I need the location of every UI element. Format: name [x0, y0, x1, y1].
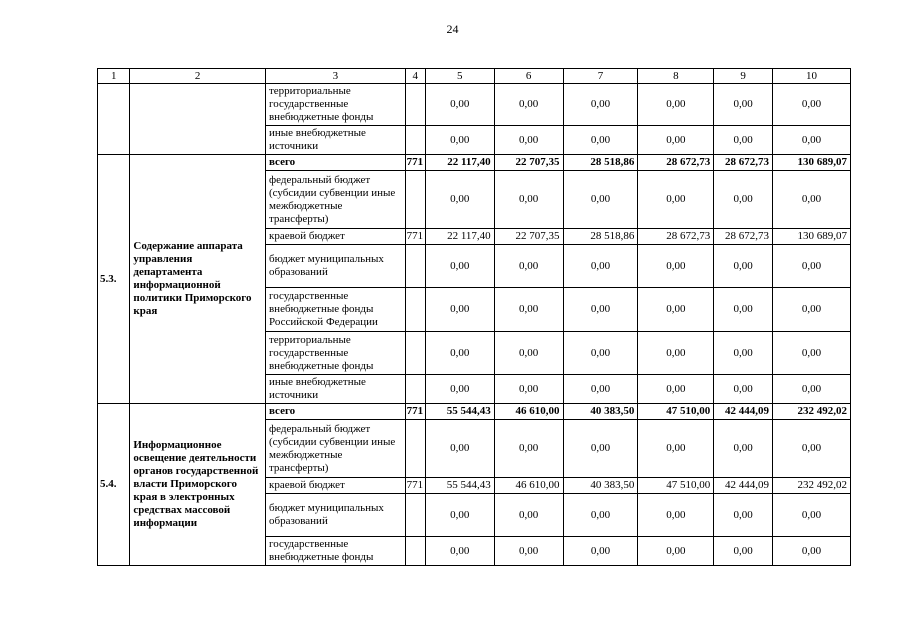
column-number-header: 5 — [425, 69, 494, 84]
value-cell: 0,00 — [494, 332, 563, 375]
value-cell: 0,00 — [638, 126, 714, 155]
value-cell: 0,00 — [772, 332, 850, 375]
value-cell: 22 707,35 — [494, 229, 563, 245]
value-cell: 42 444,09 — [714, 404, 773, 420]
value-cell: 28 672,73 — [638, 229, 714, 245]
funding-source: бюджет муниципальных образований — [265, 245, 405, 288]
value-cell: 0,00 — [494, 537, 563, 566]
value-cell: 0,00 — [638, 494, 714, 537]
value-cell: 47 510,00 — [638, 404, 714, 420]
funding-source: территориальные государственные внебюджетные фонды — [265, 84, 405, 126]
value-cell: 0,00 — [638, 420, 714, 478]
value-cell: 0,00 — [563, 332, 638, 375]
value-cell: 0,00 — [494, 245, 563, 288]
value-cell: 55 544,43 — [425, 404, 494, 420]
budget-code: 771 — [405, 229, 425, 245]
value-cell: 22 117,40 — [425, 229, 494, 245]
value-cell: 0,00 — [638, 537, 714, 566]
funding-source: иные внебюджетные источники — [265, 126, 405, 155]
value-cell: 40 383,50 — [563, 478, 638, 494]
budget-code — [405, 126, 425, 155]
value-cell: 0,00 — [714, 171, 773, 229]
value-cell: 0,00 — [494, 375, 563, 404]
program-cell-empty — [130, 84, 266, 155]
section-index: 5.3. — [98, 155, 130, 404]
value-cell: 0,00 — [425, 171, 494, 229]
value-cell: 22 117,40 — [425, 155, 494, 171]
value-cell: 46 610,00 — [494, 478, 563, 494]
value-cell: 0,00 — [638, 245, 714, 288]
funding-source: государственные внебюджетные фонды Российской Федерации — [265, 288, 405, 332]
value-cell: 0,00 — [425, 84, 494, 126]
value-cell: 28 518,86 — [563, 155, 638, 171]
value-cell: 0,00 — [714, 332, 773, 375]
budget-code — [405, 537, 425, 566]
value-cell: 0,00 — [494, 288, 563, 332]
value-cell: 0,00 — [425, 126, 494, 155]
program-name: Содержание аппарата управления департамента информационной политики Приморского края — [130, 155, 266, 404]
value-cell: 0,00 — [425, 375, 494, 404]
value-cell: 28 672,73 — [714, 155, 773, 171]
value-cell: 0,00 — [425, 245, 494, 288]
value-cell: 0,00 — [772, 245, 850, 288]
value-cell: 0,00 — [772, 494, 850, 537]
value-cell: 0,00 — [563, 126, 638, 155]
funding-source: всего — [265, 155, 405, 171]
value-cell: 0,00 — [772, 537, 850, 566]
column-number-header: 4 — [405, 69, 425, 84]
budget-code — [405, 288, 425, 332]
column-number-header-row — [98, 69, 851, 84]
value-cell: 0,00 — [638, 288, 714, 332]
funding-source: краевой бюджет — [265, 478, 405, 494]
budget-code: 771 — [405, 404, 425, 420]
value-cell: 22 707,35 — [494, 155, 563, 171]
funding-source: территориальные государственные внебюджетные фонды — [265, 332, 405, 375]
value-cell: 0,00 — [425, 288, 494, 332]
column-number-header: 6 — [494, 69, 563, 84]
value-cell: 46 610,00 — [494, 404, 563, 420]
value-cell: 0,00 — [638, 375, 714, 404]
table-row-total — [98, 155, 851, 171]
value-cell: 28 518,86 — [563, 229, 638, 245]
value-cell: 0,00 — [772, 126, 850, 155]
value-cell: 0,00 — [772, 84, 850, 126]
value-cell: 28 672,73 — [638, 155, 714, 171]
value-cell: 0,00 — [714, 420, 773, 478]
value-cell: 0,00 — [425, 494, 494, 537]
value-cell: 0,00 — [714, 494, 773, 537]
column-number-header: 7 — [563, 69, 638, 84]
column-number-header: 8 — [638, 69, 714, 84]
value-cell: 0,00 — [494, 420, 563, 478]
value-cell: 0,00 — [714, 288, 773, 332]
budget-code — [405, 171, 425, 229]
funding-source: федеральный бюджет (субсидии субвенции иные межбюджетные трансферты) — [265, 420, 405, 478]
budget-code: 771 — [405, 155, 425, 171]
value-cell: 0,00 — [563, 375, 638, 404]
value-cell: 0,00 — [714, 245, 773, 288]
funding-source: бюджет муниципальных образований — [265, 494, 405, 537]
value-cell: 0,00 — [425, 420, 494, 478]
value-cell: 130 689,07 — [772, 229, 850, 245]
value-cell: 0,00 — [425, 537, 494, 566]
value-cell: 0,00 — [494, 84, 563, 126]
budget-code — [405, 84, 425, 126]
value-cell: 0,00 — [714, 126, 773, 155]
column-number-header: 3 — [265, 69, 405, 84]
budget-code — [405, 494, 425, 537]
value-cell: 0,00 — [772, 171, 850, 229]
value-cell: 0,00 — [772, 375, 850, 404]
page-number: 24 — [446, 22, 459, 36]
budget-code — [405, 245, 425, 288]
budget-code: 771 — [405, 478, 425, 494]
budget-code — [405, 375, 425, 404]
section-index: 5.4. — [98, 404, 130, 566]
value-cell: 40 383,50 — [563, 404, 638, 420]
budget-table — [97, 68, 851, 566]
funding-source: федеральный бюджет (субсидии субвенции иные межбюджетные трансферты) — [265, 171, 405, 229]
value-cell: 28 672,73 — [714, 229, 773, 245]
value-cell: 0,00 — [714, 375, 773, 404]
funding-source: краевой бюджет — [265, 229, 405, 245]
value-cell: 42 444,09 — [714, 478, 773, 494]
value-cell: 0,00 — [638, 84, 714, 126]
value-cell: 0,00 — [772, 288, 850, 332]
value-cell: 0,00 — [563, 288, 638, 332]
value-cell: 0,00 — [494, 126, 563, 155]
table-row — [98, 84, 851, 126]
value-cell: 0,00 — [494, 171, 563, 229]
value-cell: 0,00 — [563, 84, 638, 126]
value-cell: 232 492,02 — [772, 478, 850, 494]
funding-source: всего — [265, 404, 405, 420]
value-cell: 0,00 — [638, 171, 714, 229]
budget-code — [405, 420, 425, 478]
table-row-total — [98, 404, 851, 420]
budget-code — [405, 332, 425, 375]
value-cell: 130 689,07 — [772, 155, 850, 171]
value-cell: 0,00 — [563, 537, 638, 566]
funding-source: государственные внебюджетные фонды — [265, 537, 405, 566]
value-cell: 0,00 — [494, 494, 563, 537]
value-cell: 0,00 — [563, 245, 638, 288]
program-name: Информационное освещение деятельности органов государственной власти Приморского края в электронных средствах массовой информации — [130, 404, 266, 566]
value-cell: 0,00 — [563, 494, 638, 537]
value-cell: 0,00 — [714, 84, 773, 126]
value-cell: 0,00 — [563, 420, 638, 478]
value-cell: 0,00 — [714, 537, 773, 566]
value-cell: 0,00 — [425, 332, 494, 375]
value-cell: 0,00 — [772, 420, 850, 478]
funding-source: иные внебюджетные источники — [265, 375, 405, 404]
column-number-header: 10 — [772, 69, 850, 84]
value-cell: 232 492,02 — [772, 404, 850, 420]
value-cell: 55 544,43 — [425, 478, 494, 494]
value-cell: 47 510,00 — [638, 478, 714, 494]
index-cell-empty — [98, 84, 130, 155]
column-number-header: 9 — [714, 69, 773, 84]
value-cell: 0,00 — [638, 332, 714, 375]
column-number-header: 1 — [98, 69, 130, 84]
value-cell: 0,00 — [563, 171, 638, 229]
column-number-header: 2 — [130, 69, 266, 84]
